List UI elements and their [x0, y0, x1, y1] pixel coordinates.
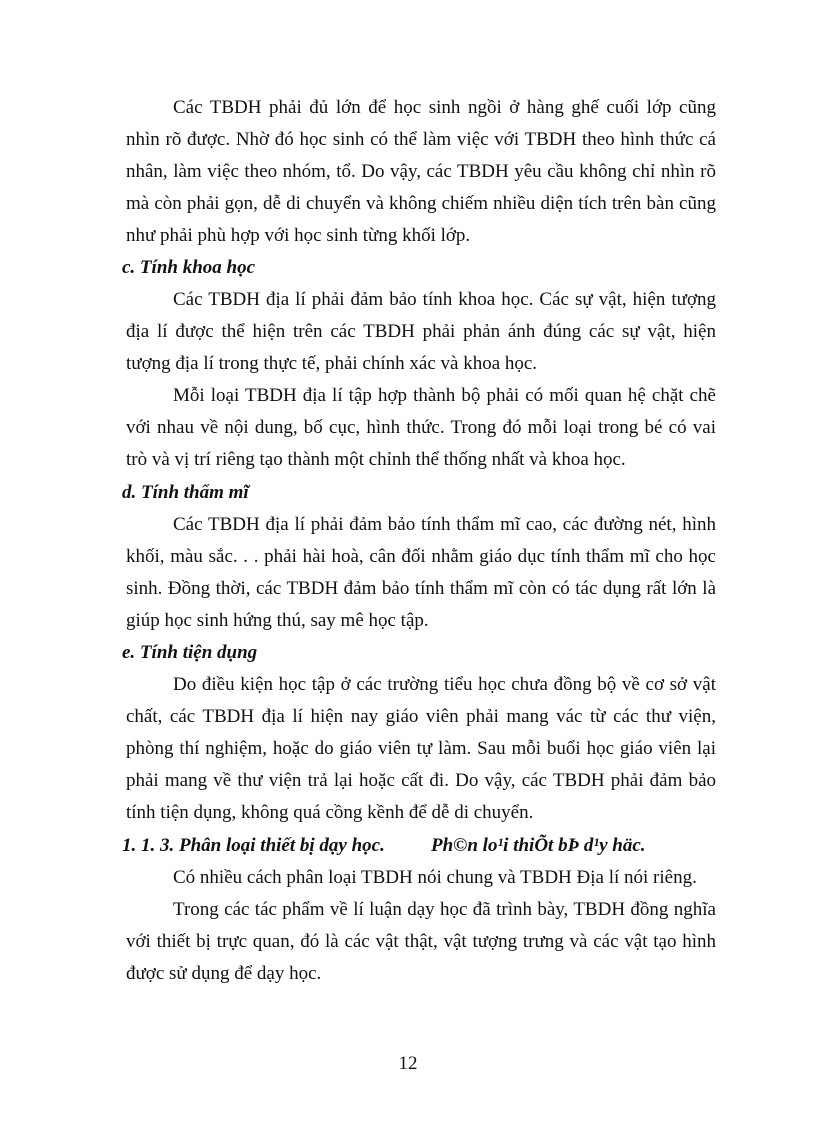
paragraph-4-line-1: Các TBDH địa lí phải đảm bảo tính thẩm mĩ cao, các đường nét, hình [173, 514, 716, 535]
paragraph-3-line-3: trò và vị trí riêng tạo thành một chỉnh thể thống nhất và khoa học. [126, 449, 626, 470]
paragraph-6-line-1: Có nhiều cách phân loại TBDH nói chung và TBDH Địa lí nói riêng. [173, 867, 697, 888]
paragraph-1-line-5: như phải phù hợp với học sinh từng khối lớp. [126, 225, 471, 246]
paragraph-2-line-1: Các TBDH địa lí phải đảm bảo tính khoa học. Các sự vật, hiện tượng [173, 289, 716, 310]
heading-e: e. Tính tiện dụng [122, 642, 258, 663]
paragraph-5-line-2: chất, các TBDH địa lí hiện nay giáo viên phải mang vác từ các thư viện, [126, 706, 716, 727]
paragraph-3-line-2: với nhau về nội dung, bố cục, hình thức. Trong đó mỗi loại trong bé có vai [126, 417, 716, 438]
paragraph-7-line-2: với thiết bị trực quan, đó là các vật thật, vật tượng trưng và các vật tạo hình [126, 931, 716, 952]
paragraph-5-line-4: phải mang về thư viện trả lại hoặc cất đi. Do vậy, các TBDH phải đảm bảo [126, 770, 716, 791]
paragraph-4-line-3: sinh. Đồng thời, các TBDH đảm bảo tính thẩm mĩ còn có tác dụng rất lớn là [126, 578, 716, 599]
paragraph-5-line-1: Do điều kiện học tập ở các trường tiểu học chưa đồng bộ về cơ sở vật [173, 674, 716, 695]
paragraph-1-line-4: mà còn phải gọn, dễ di chuyển và không chiếm nhiều diện tích trên bàn cũng [126, 193, 716, 214]
paragraph-1-line-3: nhân, làm việc theo nhóm, tổ. Do vậy, các TBDH yêu cầu không chỉ nhìn rõ [126, 161, 716, 182]
paragraph-4-line-2: khối, màu sắc. . . phải hài hoà, cân đối nhằm giáo dục tính thẩm mĩ cho học [126, 546, 716, 567]
paragraph-7-line-1: Trong các tác phẩm về lí luận dạy học đã trình bày, TBDH đồng nghĩa [173, 899, 716, 920]
paragraph-1-line-1: Các TBDH phải đủ lớn để học sinh ngồi ở hàng ghế cuối lớp cũng [173, 97, 716, 118]
page-number: 12 [398, 1053, 418, 1074]
heading-d: d. Tính thẩm mĩ [122, 482, 249, 503]
paragraph-4-line-4: giúp học sinh hứng thú, say mê học tập. [126, 610, 429, 631]
heading-c: c. Tính khoa học [122, 257, 256, 278]
paragraph-2-line-3: tượng địa lí trong thực tế, phải chính xác và khoa học. [126, 353, 538, 374]
paragraph-3-line-1: Mỗi loại TBDH địa lí tập hợp thành bộ phải có mối quan hệ chặt chẽ [173, 385, 716, 406]
paragraph-7-line-3: được sử dụng để dạy học. [126, 963, 322, 984]
section-heading-garbled: Ph©n lo¹i thiÕt bÞ d¹y häc. [431, 835, 646, 856]
paragraph-5-line-3: phòng thí nghiệm, hoặc do giáo viên tự làm. Sau mỗi buổi học giáo viên lại [126, 738, 716, 759]
paragraph-5-line-5: tính tiện dụng, không quá cồng kềnh để dễ di chuyển. [126, 802, 534, 823]
section-heading: 1. 1. 3. Phân loại thiết bị dạy học. [122, 835, 385, 856]
paragraph-1-line-2: nhìn rõ được. Nhờ đó học sinh có thể làm việc với TBDH theo hình thức cá [126, 129, 716, 150]
paragraph-2-line-2: địa lí được thể hiện trên các TBDH phải phản ánh đúng các sự vật, hiện [126, 321, 716, 342]
